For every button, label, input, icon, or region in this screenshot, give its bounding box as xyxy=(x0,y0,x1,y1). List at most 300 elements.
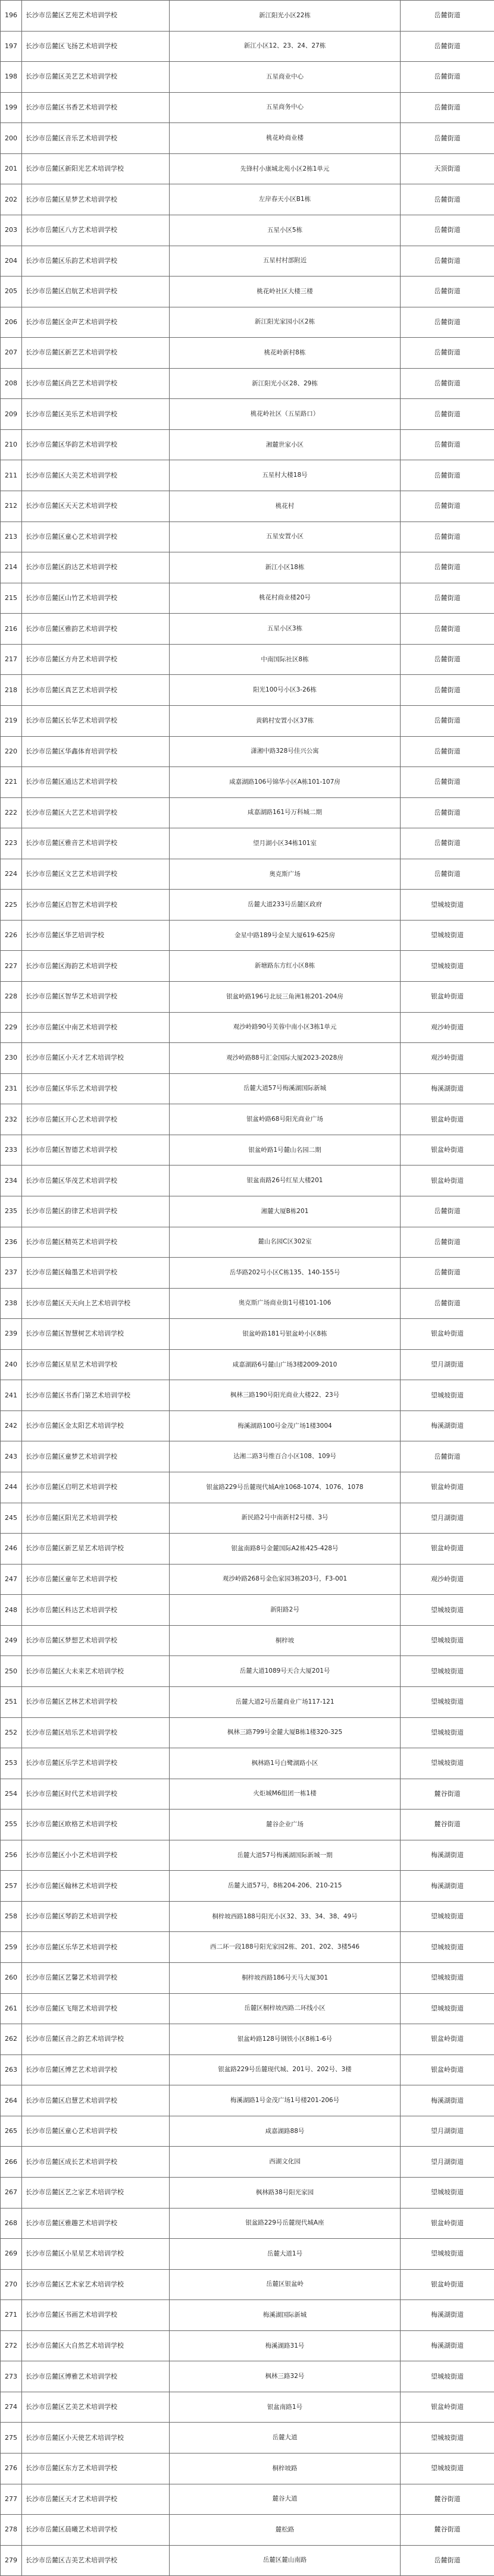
table-row xyxy=(1,797,494,828)
table-row xyxy=(1,62,494,93)
school-address: 桃花岭商业楼 xyxy=(170,123,401,154)
table-row xyxy=(1,1625,494,1656)
row-number: 246 xyxy=(1,1534,22,1565)
school-name: 长沙市岳麓区天天艺术培训学校 xyxy=(22,491,170,522)
row-number: 213 xyxy=(1,522,22,552)
school-name: 长沙市岳麓区书香艺术培训学校 xyxy=(22,92,170,123)
row-number: 264 xyxy=(1,2085,22,2116)
row-number: 215 xyxy=(1,583,22,614)
school-name: 长沙市岳麓区韵律艺术培训学校 xyxy=(22,1196,170,1227)
street-name: 望城坡街道 xyxy=(401,1380,494,1411)
street-name: 望城坡街道 xyxy=(401,2361,494,2392)
table-row xyxy=(1,890,494,921)
row-number: 275 xyxy=(1,2423,22,2454)
table-row xyxy=(1,1227,494,1258)
row-number: 261 xyxy=(1,1993,22,2024)
school-address: 岳华路202号小区C栋135、140-155号 xyxy=(170,1258,401,1289)
street-name: 麓谷街道 xyxy=(401,1810,494,1840)
street-name: 银盆岭街道 xyxy=(401,1135,494,1166)
school-address: 岳麓大道1089号天合大厦201号 xyxy=(170,1656,401,1687)
school-name: 长沙市岳麓区美乐艺术培训学校 xyxy=(22,399,170,430)
row-number: 225 xyxy=(1,890,22,921)
school-address: 新江小区18栋 xyxy=(170,552,401,583)
street-name: 望月湖街道 xyxy=(401,2147,494,2178)
table-row xyxy=(1,1073,494,1104)
row-number: 258 xyxy=(1,1901,22,1932)
school-address: 西二环一段188号阳光家园2栋、201、202、3楼546 xyxy=(170,1932,401,1963)
street-name: 岳麓街道 xyxy=(401,307,494,338)
table-row xyxy=(1,1686,494,1717)
school-address: 岳麓大道2号岳麓商业广场117-121 xyxy=(170,1686,401,1717)
row-number: 255 xyxy=(1,1810,22,1840)
table-row xyxy=(1,2515,494,2546)
table-row xyxy=(1,1472,494,1503)
table-row xyxy=(1,246,494,277)
table-row xyxy=(1,1503,494,1534)
school-name: 长沙市岳麓区科达艺术培训学校 xyxy=(22,1595,170,1626)
street-name: 岳麓街道 xyxy=(401,123,494,154)
table-row xyxy=(1,1166,494,1196)
street-name: 观沙岭街道 xyxy=(401,1043,494,1074)
school-name: 长沙市岳麓区飞翔艺术培训学校 xyxy=(22,1993,170,2024)
school-name: 长沙市岳麓区方舟艺术培训学校 xyxy=(22,644,170,675)
school-address: 岳麓大道57号梅溪湖国际新城 xyxy=(170,1073,401,1104)
street-name: 岳麓街道 xyxy=(401,644,494,675)
street-name: 望城坡街道 xyxy=(401,1748,494,1779)
table-row xyxy=(1,338,494,369)
table-row xyxy=(1,92,494,123)
school-name: 长沙市岳麓区天天向上艺术培训学校 xyxy=(22,1288,170,1319)
street-name: 岳麓街道 xyxy=(401,338,494,369)
street-name: 岳麓街道 xyxy=(401,1196,494,1227)
table-row xyxy=(1,1656,494,1687)
school-name: 长沙市岳麓区真艺艺术培训学校 xyxy=(22,675,170,706)
street-name: 望城坡街道 xyxy=(401,1717,494,1748)
table-row xyxy=(1,1717,494,1748)
table-row xyxy=(1,1288,494,1319)
street-name: 银盆岭街道 xyxy=(401,1534,494,1565)
street-name: 岳麓街道 xyxy=(401,736,494,767)
school-name: 长沙市岳麓区时代艺术培训学校 xyxy=(22,1779,170,1810)
table-row xyxy=(1,153,494,184)
school-name: 长沙市岳麓区博艺艺术培训学校 xyxy=(22,2054,170,2085)
table-row xyxy=(1,2024,494,2055)
school-address: 岳麓大道57号梅溪湖国际新城一期 xyxy=(170,1840,401,1871)
school-address: 五星商务中心 xyxy=(170,92,401,123)
school-address: 火炬城M6组团一栋1楼 xyxy=(170,1779,401,1810)
row-number: 245 xyxy=(1,1503,22,1534)
street-name: 岳麓街道 xyxy=(401,31,494,62)
street-name: 岳麓街道 xyxy=(401,1258,494,1289)
school-name: 长沙市岳麓区八方艺术培训学校 xyxy=(22,215,170,246)
table-row xyxy=(1,1595,494,1626)
school-address: 五星村大楼18号 xyxy=(170,460,401,491)
table-row xyxy=(1,2423,494,2454)
school-name: 长沙市岳麓区飞扬艺术培训学校 xyxy=(22,31,170,62)
school-name: 长沙市岳麓区音之韵艺术培训学校 xyxy=(22,2024,170,2055)
school-address: 咸嘉湖路106号锦华小区A栋101-107房 xyxy=(170,767,401,798)
school-address: 五星商业中心 xyxy=(170,62,401,93)
street-name: 梅溪湖街道 xyxy=(401,2330,494,2361)
row-number: 265 xyxy=(1,2116,22,2147)
street-name: 岳麓街道 xyxy=(401,1227,494,1258)
school-name: 长沙市岳麓区新艺星艺术培训学校 xyxy=(22,1534,170,1565)
table-row xyxy=(1,1901,494,1932)
row-number: 269 xyxy=(1,2239,22,2270)
row-number: 221 xyxy=(1,767,22,798)
school-name: 长沙市岳麓区天才艺术培训学校 xyxy=(22,2484,170,2515)
street-name: 望城坡街道 xyxy=(401,2423,494,2454)
street-name: 岳麓街道 xyxy=(401,828,494,859)
row-number: 196 xyxy=(1,1,22,32)
street-name: 岳麓街道 xyxy=(401,797,494,828)
school-name: 长沙市岳麓区星梦艺术培训学校 xyxy=(22,184,170,215)
row-number: 223 xyxy=(1,828,22,859)
school-address: 岳麓大道1号 xyxy=(170,2239,401,2270)
row-number: 272 xyxy=(1,2330,22,2361)
school-address: 湘麓大厦B栋201 xyxy=(170,1196,401,1227)
school-name: 长沙市岳麓区小天才艺术培训学校 xyxy=(22,1043,170,1074)
school-address: 桃花岭社区大楼三楼 xyxy=(170,277,401,307)
row-number: 239 xyxy=(1,1319,22,1350)
school-address: 麓谷企业广场 xyxy=(170,1810,401,1840)
street-name: 岳麓街道 xyxy=(401,705,494,736)
school-address: 岳麓区麓山南路 xyxy=(170,2545,401,2576)
school-name: 长沙市岳麓区书香门第艺术培训学校 xyxy=(22,1380,170,1411)
table-row xyxy=(1,644,494,675)
row-number: 250 xyxy=(1,1656,22,1687)
row-number: 201 xyxy=(1,153,22,184)
table-row xyxy=(1,399,494,430)
row-number: 211 xyxy=(1,460,22,491)
street-name: 望城坡街道 xyxy=(401,920,494,951)
table-row xyxy=(1,1104,494,1135)
row-number: 277 xyxy=(1,2484,22,2515)
row-number: 262 xyxy=(1,2024,22,2055)
street-name: 望城坡街道 xyxy=(401,2239,494,2270)
school-address: 银盆南路8号金麓国际A2栋425-428号 xyxy=(170,1534,401,1565)
school-name: 长沙市岳麓区小小艺术培训学校 xyxy=(22,1840,170,1871)
school-address: 岳麓大道233号岳麓区政府 xyxy=(170,890,401,921)
school-address: 银盆南路26号红星大楼201 xyxy=(170,1166,401,1196)
school-address: 黄鹤村安置小区37栋 xyxy=(170,705,401,736)
school-address: 梅溪湖路100号金茂广场1楼3004 xyxy=(170,1410,401,1441)
row-number: 230 xyxy=(1,1043,22,1074)
row-number: 278 xyxy=(1,2515,22,2546)
school-address: 桐梓坡 xyxy=(170,1625,401,1656)
street-name: 银盆岭街道 xyxy=(401,2392,494,2423)
table-row xyxy=(1,368,494,399)
school-address: 金星中路189号金星大厦619-625房 xyxy=(170,920,401,951)
street-name: 岳麓街道 xyxy=(401,368,494,399)
street-name: 望城坡街道 xyxy=(401,951,494,982)
row-number: 276 xyxy=(1,2454,22,2484)
table-row xyxy=(1,2269,494,2300)
school-name: 长沙市岳麓区文艺艺术培训学校 xyxy=(22,859,170,890)
table-row xyxy=(1,429,494,460)
table-row xyxy=(1,2484,494,2515)
school-address: 湘麓世家小区 xyxy=(170,429,401,460)
row-number: 259 xyxy=(1,1932,22,1963)
row-number: 202 xyxy=(1,184,22,215)
school-name: 长沙市岳麓区华韵艺术培训学校 xyxy=(22,429,170,460)
street-name: 望城坡街道 xyxy=(401,1901,494,1932)
school-address: 梅溪湖路31号 xyxy=(170,2330,401,2361)
school-address: 奥克斯广场 xyxy=(170,859,401,890)
school-address: 银盆路229号岳麓现代城A座1068-1074、1076、1078 xyxy=(170,1472,401,1503)
street-name: 银盆岭街道 xyxy=(401,2208,494,2239)
row-number: 210 xyxy=(1,429,22,460)
row-number: 235 xyxy=(1,1196,22,1227)
row-number: 224 xyxy=(1,859,22,890)
street-name: 麓谷街道 xyxy=(401,1779,494,1810)
street-name: 望城坡街道 xyxy=(401,890,494,921)
row-number: 209 xyxy=(1,399,22,430)
school-address: 枫林三路32号 xyxy=(170,2361,401,2392)
street-name: 岳麓街道 xyxy=(401,1288,494,1319)
table-row xyxy=(1,522,494,552)
street-name: 银盆岭街道 xyxy=(401,1166,494,1196)
school-address: 桐梓坡路 xyxy=(170,2454,401,2484)
school-address: 岳麓区银盆岭 xyxy=(170,2269,401,2300)
table-row xyxy=(1,2361,494,2392)
row-number: 200 xyxy=(1,123,22,154)
school-name: 长沙市岳麓区乐学艺术培训学校 xyxy=(22,1748,170,1779)
table-row xyxy=(1,552,494,583)
school-name: 长沙市岳麓区培乐艺术培训学校 xyxy=(22,1717,170,1748)
row-number: 229 xyxy=(1,1012,22,1043)
school-address: 阳光100号小区3-26栋 xyxy=(170,675,401,706)
school-address: 麓松路 xyxy=(170,2515,401,2546)
school-name: 长沙市岳麓区博雅艺术培训学校 xyxy=(22,2361,170,2392)
row-number: 237 xyxy=(1,1258,22,1289)
row-number: 199 xyxy=(1,92,22,123)
row-number: 203 xyxy=(1,215,22,246)
school-name: 长沙市岳麓区童心艺术培训学校 xyxy=(22,522,170,552)
street-name: 银盆岭街道 xyxy=(401,982,494,1013)
row-number: 251 xyxy=(1,1686,22,1717)
table-row xyxy=(1,1319,494,1350)
school-name: 长沙市岳麓区欧格艺术培训学校 xyxy=(22,1810,170,1840)
table-row xyxy=(1,460,494,491)
row-number: 220 xyxy=(1,736,22,767)
row-number: 273 xyxy=(1,2361,22,2392)
street-name: 岳麓街道 xyxy=(401,767,494,798)
school-name: 长沙市岳麓区山竹艺术培训学校 xyxy=(22,583,170,614)
row-number: 263 xyxy=(1,2054,22,2085)
school-name: 长沙市岳麓区通达艺术培训学校 xyxy=(22,767,170,798)
table-row xyxy=(1,1410,494,1441)
school-address: 银盆岭路68号阳光商业广场 xyxy=(170,1104,401,1135)
school-name: 长沙市岳麓区星星艺术培训学校 xyxy=(22,1349,170,1380)
street-name: 银盆岭街道 xyxy=(401,2269,494,2300)
table-row xyxy=(1,1810,494,1840)
school-address: 观沙岭路90号芙蓉中南小区3栋1单元 xyxy=(170,1012,401,1043)
street-name: 观沙岭街道 xyxy=(401,1564,494,1595)
school-address: 新江小区12、23、24、27栋 xyxy=(170,31,401,62)
school-address: 观沙岭路268号金色家园3栋203号，F3-001 xyxy=(170,1564,401,1595)
school-name: 长沙市岳麓区大自然艺术培训学校 xyxy=(22,2330,170,2361)
table-row xyxy=(1,1441,494,1472)
school-address: 桃花岭新村8栋 xyxy=(170,338,401,369)
table-row xyxy=(1,1,494,32)
school-address: 枫林三路799号金麓大厦B栋1楼320-325 xyxy=(170,1717,401,1748)
school-address: 银盆岭路1号麓山名园二期 xyxy=(170,1135,401,1166)
table-row xyxy=(1,2239,494,2270)
school-name: 长沙市岳麓区东方艺术培训学校 xyxy=(22,2454,170,2484)
school-name: 长沙市岳麓区成长艺术培训学校 xyxy=(22,2147,170,2178)
street-name: 望月湖街道 xyxy=(401,1349,494,1380)
school-address: 新阳路2号 xyxy=(170,1595,401,1626)
school-name: 长沙市岳麓区雅音艺术培训学校 xyxy=(22,828,170,859)
street-name: 岳麓街道 xyxy=(401,429,494,460)
table-row xyxy=(1,2116,494,2147)
school-name: 长沙市岳麓区智华艺术培训学校 xyxy=(22,982,170,1013)
school-name: 长沙市岳麓区琴韵艺术培训学校 xyxy=(22,1901,170,1932)
table-row xyxy=(1,1196,494,1227)
table-row xyxy=(1,1349,494,1380)
row-number: 242 xyxy=(1,1410,22,1441)
row-number: 208 xyxy=(1,368,22,399)
school-name: 长沙市岳麓区音乐艺术培训学校 xyxy=(22,123,170,154)
school-name: 长沙市岳麓区海韵艺术培训学校 xyxy=(22,951,170,982)
row-number: 212 xyxy=(1,491,22,522)
street-name: 岳麓街道 xyxy=(401,491,494,522)
street-name: 麓谷街道 xyxy=(401,2484,494,2515)
row-number: 268 xyxy=(1,2208,22,2239)
table-row xyxy=(1,2085,494,2116)
street-name: 梅溪湖街道 xyxy=(401,1410,494,1441)
school-name: 长沙市岳麓区新阳光艺术培训学校 xyxy=(22,153,170,184)
school-name: 长沙市岳麓区中南艺术培训学校 xyxy=(22,1012,170,1043)
street-name: 岳麓街道 xyxy=(401,62,494,93)
school-name: 长沙市岳麓区翰墨艺术培训学校 xyxy=(22,1258,170,1289)
row-number: 227 xyxy=(1,951,22,982)
school-address: 银盆岭路181号银盆岭小区8栋 xyxy=(170,1319,401,1350)
table-row xyxy=(1,920,494,951)
school-address: 五星村村部附近 xyxy=(170,246,401,277)
school-name: 长沙市岳麓区启航艺术培训学校 xyxy=(22,277,170,307)
table-row xyxy=(1,1840,494,1871)
school-address: 桃花村商业楼20号 xyxy=(170,583,401,614)
school-name: 长沙市岳麓区智慧树艺术培训学校 xyxy=(22,1319,170,1350)
school-name: 长沙市岳麓区雅韵艺术培训学校 xyxy=(22,614,170,645)
row-number: 204 xyxy=(1,246,22,277)
school-address: 五星小区3栋 xyxy=(170,614,401,645)
school-address: 麓山名园C区302室 xyxy=(170,1227,401,1258)
table-row xyxy=(1,982,494,1013)
row-number: 244 xyxy=(1,1472,22,1503)
school-name: 长沙市岳麓区智德艺术培训学校 xyxy=(22,1135,170,1166)
school-name: 长沙市岳麓区艺术家艺术培训学校 xyxy=(22,2269,170,2300)
school-name: 长沙市岳麓区晨曦艺术培训学校 xyxy=(22,2515,170,2546)
row-number: 231 xyxy=(1,1073,22,1104)
row-number: 219 xyxy=(1,705,22,736)
table-row xyxy=(1,2208,494,2239)
row-number: 218 xyxy=(1,675,22,706)
school-address: 咸嘉湖路6号麓山广场3楼2009-2010 xyxy=(170,1349,401,1380)
table-row xyxy=(1,1012,494,1043)
school-address: 左岸春天小区B1栋 xyxy=(170,184,401,215)
school-address: 望月湖小区34栋101室 xyxy=(170,828,401,859)
street-name: 岳麓街道 xyxy=(401,277,494,307)
school-name: 长沙市岳麓区韵达艺术培训学校 xyxy=(22,552,170,583)
table-row xyxy=(1,2147,494,2178)
row-number: 214 xyxy=(1,552,22,583)
school-address: 奥克斯广场商业街1号楼101-106 xyxy=(170,1288,401,1319)
street-name: 梅溪湖街道 xyxy=(401,1871,494,1902)
school-address: 梅溪湖路1号金茂广场1号楼201-206号 xyxy=(170,2085,401,2116)
street-name: 望城坡街道 xyxy=(401,2177,494,2208)
row-number: 228 xyxy=(1,982,22,1013)
school-address: 银盆南路1号 xyxy=(170,2392,401,2423)
street-name: 望城坡街道 xyxy=(401,1625,494,1656)
school-name: 长沙市岳麓区童心艺术培训学校 xyxy=(22,2116,170,2147)
row-number: 248 xyxy=(1,1595,22,1626)
school-name: 长沙市岳麓区童年艺术培训学校 xyxy=(22,1564,170,1595)
street-name: 银盆岭街道 xyxy=(401,2054,494,2085)
street-name: 岳麓街道 xyxy=(401,246,494,277)
school-address: 达湘二路3号维百合小区108、109号 xyxy=(170,1441,401,1472)
street-name: 岳麓街道 xyxy=(401,614,494,645)
school-address: 枫林三路190号阳光商业大楼22、23号 xyxy=(170,1380,401,1411)
street-name: 岳麓街道 xyxy=(401,675,494,706)
street-name: 天顶街道 xyxy=(401,153,494,184)
row-number: 249 xyxy=(1,1625,22,1656)
school-address: 银盆路229号岳麓现代城、201号、202号、3楼 xyxy=(170,2054,401,2085)
school-name: 长沙市岳麓区阳光艺术培训学校 xyxy=(22,1503,170,1534)
school-name: 长沙市岳麓区启明艺术培训学校 xyxy=(22,1472,170,1503)
table-row xyxy=(1,1748,494,1779)
table-row xyxy=(1,614,494,645)
table-row xyxy=(1,1564,494,1595)
table-row xyxy=(1,1043,494,1074)
school-name: 长沙市岳麓区美艺艺术培训学校 xyxy=(22,62,170,93)
row-number: 254 xyxy=(1,1779,22,1810)
school-address: 新塘路东方红小区8栋 xyxy=(170,951,401,982)
street-name: 岳麓街道 xyxy=(401,552,494,583)
table-row xyxy=(1,1932,494,1963)
row-number: 206 xyxy=(1,307,22,338)
school-name: 长沙市岳麓区华乐艺术培训学校 xyxy=(22,1073,170,1104)
school-name: 长沙市岳麓区艺苑艺术培训学校 xyxy=(22,1,170,32)
table-row xyxy=(1,1135,494,1166)
table-row xyxy=(1,2330,494,2361)
school-name: 长沙市岳麓区长华艺术培训学校 xyxy=(22,705,170,736)
street-name: 岳麓街道 xyxy=(401,215,494,246)
school-name: 长沙市岳麓区华鑫体育培训学校 xyxy=(22,736,170,767)
school-name: 长沙市岳麓区艺林艺术培训学校 xyxy=(22,1686,170,1717)
school-address: 岳麓大道57号，8栋204-206、210-215 xyxy=(170,1871,401,1902)
table-row xyxy=(1,1534,494,1565)
street-name: 岳麓街道 xyxy=(401,92,494,123)
table-row xyxy=(1,1993,494,2024)
street-name: 望城坡街道 xyxy=(401,1963,494,1994)
street-name: 望城坡街道 xyxy=(401,1993,494,2024)
school-address: 岳麓大道 xyxy=(170,2423,401,2454)
table-row xyxy=(1,215,494,246)
row-number: 253 xyxy=(1,1748,22,1779)
table-row xyxy=(1,951,494,982)
street-name: 岳麓街道 xyxy=(401,1,494,32)
school-name: 长沙市岳麓区大未来艺术培训学校 xyxy=(22,1656,170,1687)
school-address: 枫林路1号白鹭湖路小区 xyxy=(170,1748,401,1779)
table-row xyxy=(1,828,494,859)
table-row xyxy=(1,2300,494,2331)
school-address: 五星小区5栋 xyxy=(170,215,401,246)
row-number: 257 xyxy=(1,1871,22,1902)
table-row xyxy=(1,123,494,154)
